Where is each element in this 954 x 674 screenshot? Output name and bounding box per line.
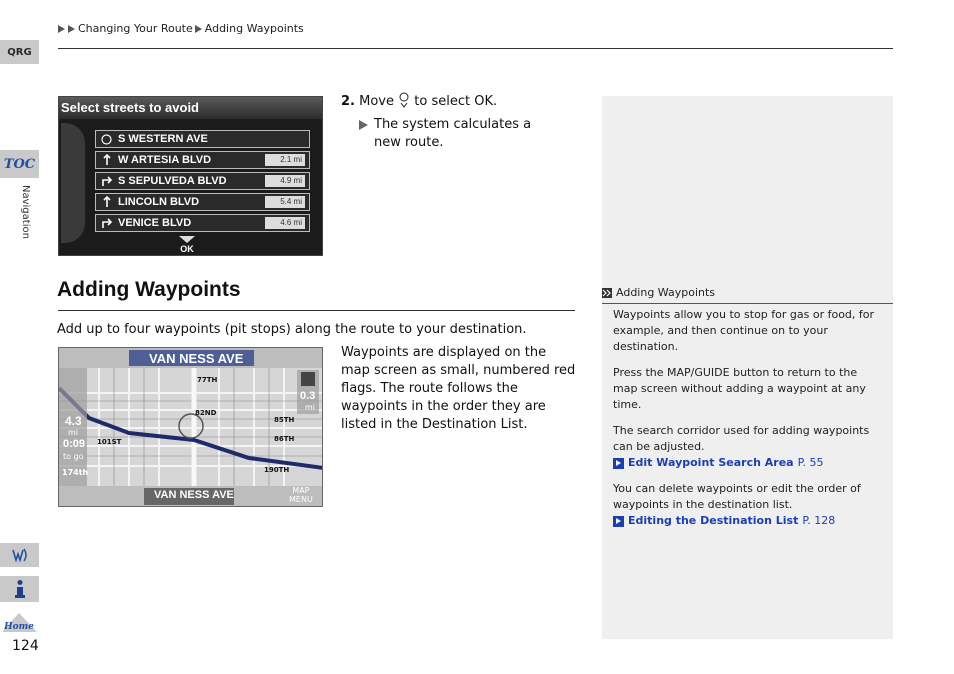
map-label: 174th: [62, 468, 89, 477]
map-label: 85TH: [274, 416, 295, 424]
toc-label: TOC: [3, 156, 36, 172]
street-row: [95, 151, 310, 169]
street-name: S SEPULVEDA BLVD: [118, 175, 227, 187]
map-to-go: to go: [63, 452, 84, 461]
down-arrow-icon: [179, 236, 195, 243]
map-time: 0:09: [63, 438, 86, 450]
street-name: S WESTERN AVE: [118, 133, 208, 145]
step-result: [359, 116, 531, 152]
map-menu-button: [289, 486, 313, 504]
map-distance-unit: mi: [68, 428, 79, 437]
link-label: Edit Waypoint Search Area: [628, 456, 794, 469]
voice-tab[interactable]: [0, 543, 39, 567]
link-arrow-icon: [613, 516, 624, 527]
screen-title: Select streets to avoid: [59, 97, 323, 119]
street-row: [95, 130, 310, 148]
home-icon: [0, 610, 39, 634]
street-row: [95, 172, 310, 190]
sidebar-heading: [602, 286, 893, 299]
step-suffix: to select: [414, 94, 471, 109]
street-distance: 5.4 mi: [265, 196, 305, 208]
page-number: 124: [12, 638, 39, 654]
step-number: 2.: [341, 94, 355, 109]
right-turn-icon: [98, 216, 115, 230]
sidebar-paragraph: You can delete waypoints or edit the order of waypoints in the destination list.: [613, 482, 861, 511]
step-period: .: [493, 94, 498, 109]
qrg-tab[interactable]: [0, 40, 39, 64]
map-scale-unit: mi: [305, 403, 316, 412]
interface-dial-icon: [398, 92, 410, 108]
street-distance: 4.9 mi: [265, 175, 305, 187]
triangle-icon: [195, 25, 202, 33]
step-prefix: Move: [359, 94, 394, 109]
map-menu-line-1: MAP: [292, 486, 310, 495]
map-label: 82ND: [195, 409, 217, 417]
sidebar-title: Adding Waypoints: [616, 286, 716, 299]
link-page: P. 128: [802, 514, 836, 527]
link-arrow-icon: [613, 458, 624, 469]
toc-tab[interactable]: [0, 150, 39, 178]
street-distance: 2.1 mi: [265, 154, 305, 166]
double-arrow-icon: [602, 288, 612, 298]
street-distance: 4.6 mi: [265, 217, 305, 229]
map-scale: 0.3: [300, 390, 316, 402]
section-label: Navigation: [20, 185, 31, 239]
screen-side-panel: [61, 123, 85, 243]
breadcrumb-parent[interactable]: Changing Your Route: [78, 22, 193, 35]
ok-label: OK: [180, 244, 194, 254]
circle-icon: [98, 132, 115, 146]
triangle-icon: [58, 25, 65, 33]
map-bottom-street: VAN NESS AVE: [154, 489, 234, 501]
straight-icon: [98, 195, 115, 209]
map-menu-line-2: MENU: [289, 495, 313, 504]
map-label: 101ST: [97, 438, 122, 446]
street-row: [95, 193, 310, 211]
sidebar-paragraph: Waypoints allow you to stop for gas or food, for example, and then continue on to your destination.: [613, 308, 875, 353]
avoid-streets-screenshot: [58, 96, 323, 256]
sidebar-divider: [602, 303, 893, 304]
map-distance-left: 4.3: [65, 414, 82, 428]
straight-icon: [98, 153, 115, 167]
qrg-label: QRG: [7, 46, 32, 58]
section-heading: Adding Waypoints: [57, 278, 241, 301]
sidebar-paragraph: The search corridor used for adding waypoints can be adjusted.: [613, 424, 870, 453]
map-label: 77TH: [197, 376, 218, 384]
map-label: 86TH: [274, 435, 295, 443]
index-tab[interactable]: [0, 576, 39, 602]
home-tab[interactable]: [0, 610, 39, 634]
map-graphic: [59, 348, 323, 507]
triangle-icon: [68, 25, 75, 33]
ok-indicator: [179, 236, 195, 254]
right-turn-icon: [98, 174, 115, 188]
heading-divider: [58, 310, 575, 311]
home-label: Home: [4, 622, 34, 632]
link-page: P. 55: [797, 456, 824, 469]
top-divider: [58, 48, 893, 49]
result-line-2: new route.: [374, 135, 444, 150]
intro-text: Add up to four waypoints (pit stops) along the route to your destination.: [57, 322, 527, 337]
sidebar-paragraph: Press the MAP/GUIDE button to return to the map screen without adding a waypoint at any time.: [613, 366, 866, 411]
waypoints-description: Waypoints are displayed on the map screen as small, numbered red flags. The route follows the waypoints in the order they are listed in the Destination List.: [341, 345, 576, 432]
editing-destination-list-link[interactable]: [613, 513, 885, 529]
step-instruction: [341, 92, 497, 109]
street-list: [95, 130, 310, 235]
map-label: 190TH: [264, 466, 290, 474]
info-icon: [13, 579, 27, 599]
street-row: [95, 214, 310, 232]
street-name: VENICE BLVD: [118, 217, 192, 229]
edit-waypoint-search-area-link[interactable]: [613, 455, 885, 471]
result-line-1: The system calculates a: [374, 117, 532, 132]
map-top-street: VAN NESS AVE: [149, 351, 244, 366]
voice-command-icon: [10, 546, 30, 564]
triangle-icon: [359, 120, 368, 130]
breadcrumb: [58, 22, 304, 35]
link-label: Editing the Destination List: [628, 514, 799, 527]
step-target: OK: [474, 94, 493, 109]
map-screenshot: [58, 347, 323, 507]
breadcrumb-current: Adding Waypoints: [204, 22, 304, 35]
street-name: W ARTESIA BLVD: [118, 154, 212, 166]
sidebar-body: [613, 307, 885, 529]
street-name: LINCOLN BLVD: [118, 196, 200, 208]
